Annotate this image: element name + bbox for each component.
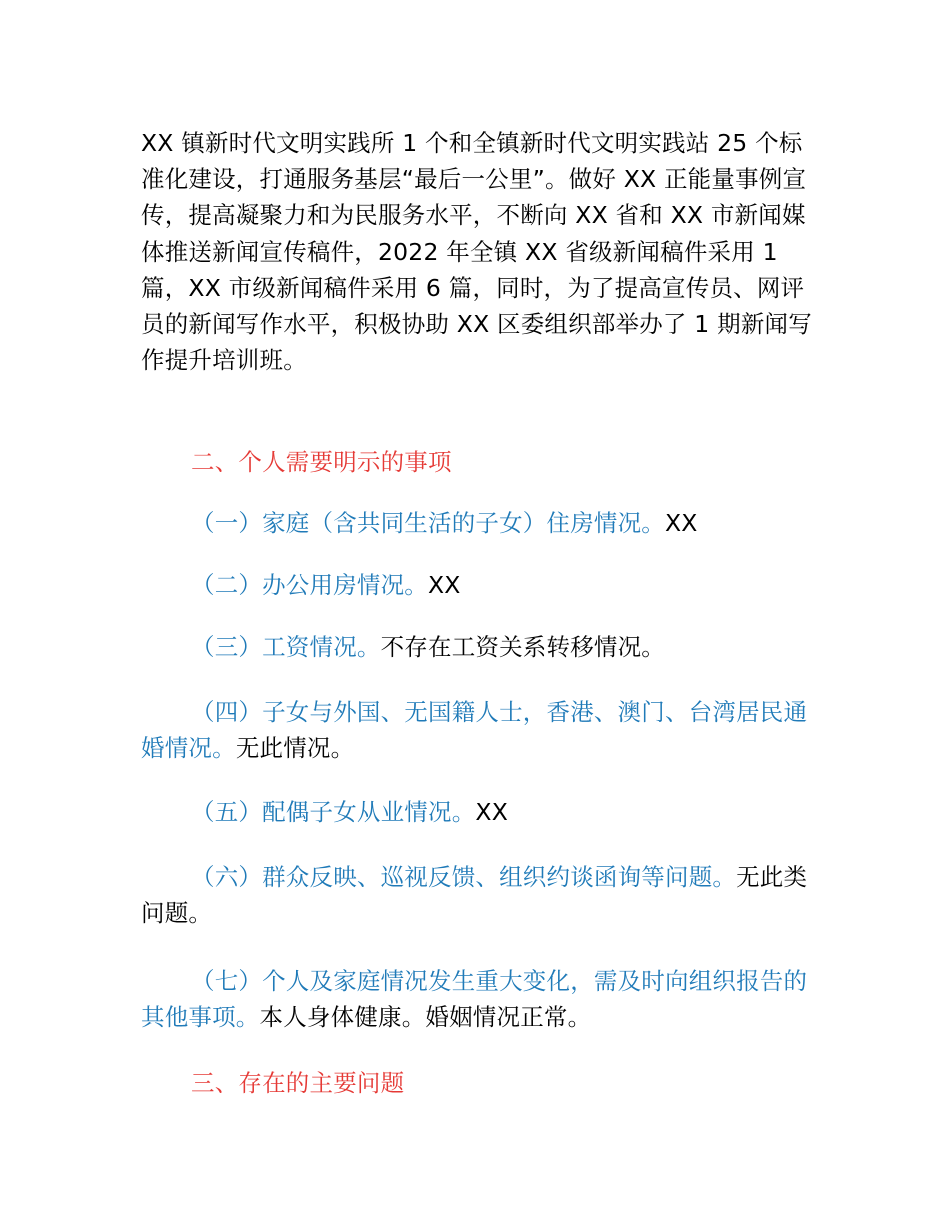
item-label: （五）配偶子女从业情况。	[191, 798, 476, 826]
item-value: 无此情况。	[235, 734, 355, 762]
item-value: 本人身体健康。婚姻情况正常。	[259, 1003, 592, 1031]
item-value: 无此类问题。	[141, 863, 808, 927]
item-salary	[141, 632, 821, 663]
item-major-changes	[141, 963, 821, 1035]
item-label: （二）办公用房情况。	[191, 571, 428, 599]
item-label: （四）子女与外国、无国籍人士，香港、澳门、台湾居民通婚情况。	[141, 698, 808, 762]
item-employment	[141, 797, 821, 828]
intro-paragraph: XX 镇新时代文明实践所 1 个和全镇新时代文明实践站 25 个标准化建设，打通服务基层“最后一公里”。做好 XX 正能量事例宣传，提高凝聚力和为民服务水平，不断向 XX 省和 XX 市新闻媒体推送新闻宣传稿件，2022 年全镇 XX 省级新闻稿件采用 1 篇，XX 市级新闻稿件采用 6 篇，同时，为了提高宣传员、网评员的新闻写作水平，积极协助 XX 区委组织部举办了 1 期新闻写作提升培训班。	[141, 129, 812, 375]
section-two-heading: 二、个人需要明示的事项	[191, 448, 452, 476]
item-value: XX	[665, 509, 698, 537]
item-office	[141, 570, 821, 601]
item-label: （一）家庭（含共同生活的子女）住房情况。	[191, 509, 665, 537]
item-label: （六）群众反映、巡视反馈、组织约谈函询等问题。	[191, 863, 737, 891]
item-value: XX	[428, 571, 461, 599]
item-label: （三）工资情况。	[191, 633, 381, 661]
item-value: 不存在工资关系转移情况。	[380, 633, 666, 661]
item-housing	[141, 508, 821, 539]
item-value: XX	[475, 798, 509, 826]
item-complaints	[141, 859, 821, 931]
item-marriage	[141, 694, 821, 766]
section-three-heading: 三、存在的主要问题	[191, 1069, 405, 1097]
item-label: （七）个人及家庭情况发生重大变化，需及时向组织报告的其他事项。	[141, 967, 808, 1031]
